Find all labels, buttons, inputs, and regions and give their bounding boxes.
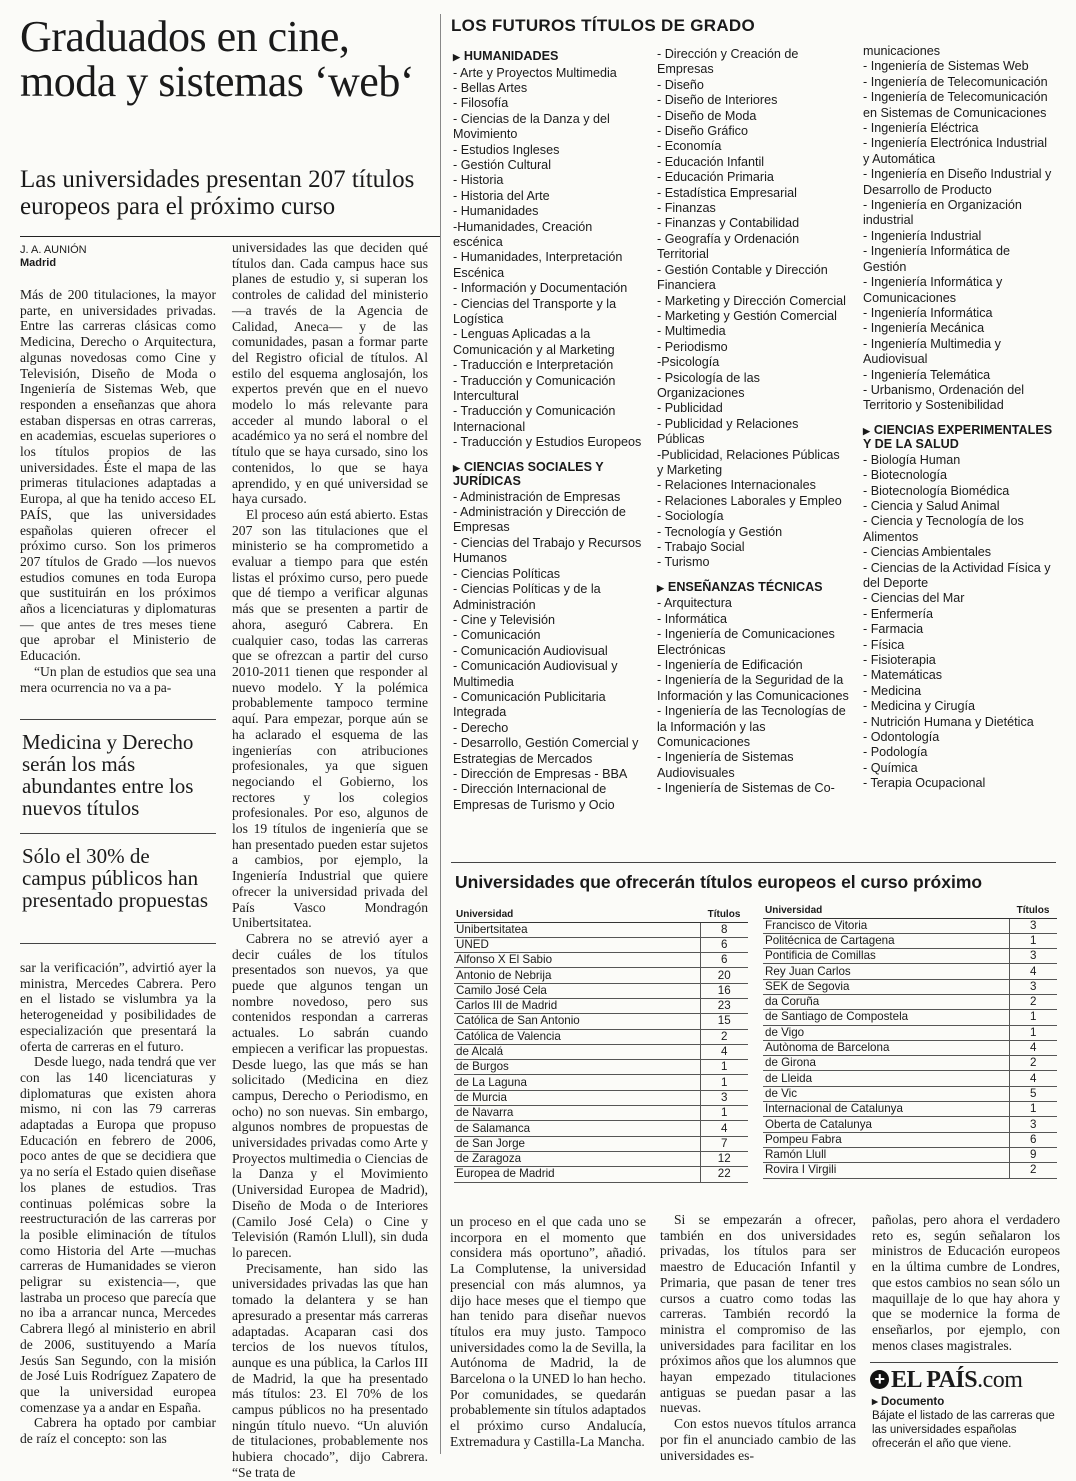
degree-item: - Economía bbox=[657, 139, 722, 154]
degree-item: - Ciencia y Tecnología de los Alimentos bbox=[863, 514, 1024, 544]
elpais-logo[interactable] bbox=[870, 1367, 1022, 1394]
category-heading bbox=[863, 424, 1056, 452]
paragraph: pañolas, pero ahora el verdadero reto es, según señalaron los ministros de Educación europeos en la última cumbre de Londres, que estos cambios no sean sólo un maquillaje de lo que hay ahora y que se modernice la forma de enseñarlos, por ejemplo, con menos clases magistrales. bbox=[872, 1212, 1060, 1353]
university-name: Católica de San Antonio bbox=[454, 1014, 700, 1029]
university-name: UNED bbox=[454, 937, 700, 952]
university-name: Alfonso X El Sabio bbox=[454, 953, 700, 968]
degree-item: - Ingeniería Informática bbox=[863, 305, 993, 320]
table-row bbox=[763, 994, 1057, 1009]
titles-count: 6 bbox=[700, 937, 748, 952]
university-name: de Vic bbox=[763, 1086, 1009, 1101]
paragraph: Cabrera no se atrevió ayer a decir cuáles de los títulos presentados son nuevos, ya que puede que algunos tengan un nombre novedoso, pero sus contenidos respondan a carreras actuales. Lo sabrán cuando empiecen a verificar las propuestas. Desde luego, las que más se han solicitado (Medicina en diez campus, Derecho o Periodismo, en ocho) no son nuevas. Sin embargo, algunos nombres de propuestas de universidades privadas como Arte y Proyectos multimedia o Ciencias de la Danza y el Movimiento (Universidad Europea de Madrid), Diseño de Moda o de Interiores (Camilo José Cela) o Cine y Televisión (Ramón Llull), sin duda lo parecen. bbox=[232, 930, 428, 1260]
titles-count: 1 bbox=[1009, 1102, 1057, 1117]
article-column-1-continued bbox=[20, 960, 216, 1447]
titles-count: 1 bbox=[1009, 1025, 1057, 1040]
university-name: Europea de Madrid bbox=[454, 1167, 700, 1182]
degree-item: - Comunicación bbox=[453, 628, 541, 643]
paragraph: Con estos nuevos títulos arranca por fin el anunciado cambio de las universidades es- bbox=[660, 1416, 856, 1463]
degree-item: - Ingeniería de Sistemas Audiovisuales bbox=[657, 750, 794, 780]
university-name: da Coruña bbox=[763, 994, 1009, 1009]
degree-item: - Urbanismo, Ordenación del Territorio y Sostenibilidad bbox=[863, 382, 1024, 413]
degree-item: - Ciencias del Trabajo y Recursos Humanos bbox=[453, 535, 642, 566]
degree-item: -Humanidades, Creación escénica bbox=[453, 219, 593, 249]
university-name: Autònoma de Barcelona bbox=[763, 1040, 1009, 1055]
paragraph: “Un plan de estudios que sea una mera ocurrencia no va a pa- bbox=[20, 663, 216, 695]
paragraph: universidades las que deciden qué títulos dan. Cada campus hace sus planes de estudio y, si superan los controles de calidad del ministerio —a través de la Agencia de Calidad, Aneca— y de las comunidades, pasan a formar parte del Registro oficial de títulos. Al estilo del esquema anglosajón, los expertos prevén que en el nuevo modelo lo más relevante para acceder al mundo laboral o el académico ya no será el nombre del título que se haya cursado, sino los contenidos, lo que se haya aprendido, y en qué universidad se haya cursado. bbox=[232, 240, 428, 507]
degree-item: - Comunicación Audiovisual y Multimedia bbox=[453, 659, 618, 689]
subheadline: Las universidades presentan 207 títulos europeos para el próximo curso bbox=[20, 166, 415, 220]
titles-count: 2 bbox=[1009, 1056, 1057, 1071]
degree-item: - Traducción y Comunicación Internacional bbox=[453, 404, 616, 434]
university-name: Pontificia de Comillas bbox=[763, 949, 1009, 964]
degree-item: - Ciencias de la Actividad Física y del Deporte bbox=[863, 560, 1051, 590]
titles-count: 2 bbox=[1009, 1163, 1057, 1178]
degree-item: - Información y Documentación bbox=[453, 281, 628, 296]
paragraph: El proceso aún está abierto. Estas 207 son las titulaciones que el ministerio se ha comprometido a evaluar a tiempo para que estén listas el próximo curso, pero puede que dé tiempo a verificar algunas más que se presenten a partir de ahora, aseguró Cabrera. En cualquier caso, todas las carreras que se ofrezcan a partir del curso 2010-2011 tienen que responder al nuevo modelo. Y la polémica probablemente tampoco termine aquí. Para empezar, porque aún se ha aclarado el esquema de las ingenierías con atribuciones profesionales, ya que siguen negociando el Gobierno, los rectores y los colegios profesionales. Por eso, algunos de los 19 títulos de ingeniería que se han presentado pueden estar sujetos a cambios, por ejemplo, la Ingeniería Industrial que quiere ofrecer la universidad privada del País Vasco Mondragón Unibertsitatea. bbox=[232, 506, 428, 931]
titles-count: 3 bbox=[1009, 979, 1057, 994]
table-row bbox=[454, 1075, 748, 1090]
university-name: Politécnica de Cartagena bbox=[763, 933, 1009, 948]
paragraph: un proceso en el que cada uno se incorpora en el momento que considera más oportuno”, añadió. La Complutense, la universidad presencial con más alumnos, ya dijo hace meses que el tiempo que han tenido para diseñar nuevos títulos era muy justo. Tampoco universidades como la de Sevilla, la Autónoma de Madrid, la de Barcelona o la UNED lo han hecho. Por comunidades, se quedarán probablemente sin títulos adaptados el próximo curso Andalucía, Extremadura y Castilla-La Mancha. bbox=[450, 1214, 646, 1449]
table-header-row bbox=[454, 908, 748, 922]
degree-item: - Ingeniería Mecánica bbox=[863, 321, 985, 336]
degree-item: - Comunicación Publicitaria Integrada bbox=[453, 689, 606, 720]
headline-rule bbox=[20, 236, 440, 237]
titles-count: 6 bbox=[700, 953, 748, 968]
futuros-list-sociales-tecnicas bbox=[657, 47, 849, 797]
category-label: CIENCIAS SOCIALES Y JURÍDICAS bbox=[453, 459, 604, 489]
university-name: Oberta de Catalunya bbox=[763, 1117, 1009, 1132]
documento-link[interactable]: ▸ Documento bbox=[872, 1396, 945, 1408]
table-row bbox=[454, 922, 748, 937]
table-row bbox=[763, 1025, 1057, 1040]
titles-count: 3 bbox=[1009, 949, 1057, 964]
university-name: de Alcalá bbox=[454, 1044, 700, 1059]
degree-item: - Diseño bbox=[657, 77, 704, 92]
article-column-3 bbox=[450, 1214, 646, 1450]
table-row bbox=[763, 1117, 1057, 1132]
category-heading bbox=[453, 50, 645, 65]
titles-count: 9 bbox=[1009, 1147, 1057, 1162]
degree-item: - Ciencias Ambientales bbox=[863, 545, 992, 560]
table-row bbox=[763, 1040, 1057, 1055]
university-name: de Girona bbox=[763, 1056, 1009, 1071]
degree-item: - Medicina y Cirugía bbox=[863, 699, 975, 714]
table-row bbox=[763, 1163, 1057, 1178]
degree-item: - Gestión Cultural bbox=[453, 157, 551, 172]
pullquote-rule bbox=[20, 719, 216, 720]
titles-count: 4 bbox=[1009, 964, 1057, 979]
titles-count: 4 bbox=[1009, 1040, 1057, 1055]
degree-item: - Publicidad bbox=[657, 401, 723, 416]
degree-item: - Ingeniería de Sistemas Web bbox=[863, 59, 1029, 74]
category-label: CIENCIAS EXPERIMENTALES Y DE LA SALUD bbox=[863, 422, 1053, 452]
table-row bbox=[454, 1014, 748, 1029]
degree-item: - Periodismo bbox=[657, 339, 728, 354]
degree-item: - Multimedia bbox=[657, 324, 726, 339]
article-column-2 bbox=[232, 240, 428, 1481]
university-name: Rey Juan Carlos bbox=[763, 964, 1009, 979]
degree-item: - Historia del Arte bbox=[453, 188, 550, 203]
byline bbox=[20, 244, 87, 270]
article-column-4 bbox=[660, 1212, 856, 1463]
table-row bbox=[763, 979, 1057, 994]
university-name: Ramón Llull bbox=[763, 1147, 1009, 1162]
titles-count: 7 bbox=[700, 1136, 748, 1151]
titles-count: 6 bbox=[1009, 1132, 1057, 1147]
degree-item: - Biotecnología bbox=[863, 468, 948, 483]
degree-item: - Ingeniería de Comunicaciones Electrónicas bbox=[657, 627, 835, 657]
university-name: de Lleida bbox=[763, 1071, 1009, 1086]
degree-item: -Publicidad, Relaciones Públicas y Marketing bbox=[657, 447, 840, 477]
table-row bbox=[454, 1106, 748, 1121]
titles-count: 3 bbox=[1009, 1117, 1057, 1132]
paragraph: Más de 200 titulaciones, la mayor parte, en universidades privadas. Entre las carreras clásicas como Medicina, Derecho o Arquitectura, algunas novedosas como Cine y Televisión, Diseño de Moda o Ingeniería de Sistemas Web, que responden a enseñanzas que ahora estaban dispersas en otras carreras, en academias, escuelas superiores o los títulos propios de las universidades. Éste el mapa de las primeras titulaciones adaptadas a Europa, al que ha tenido acceso EL PAÍS, que las universidades españolas quieren ofrecer el próximo curso. Son los primeros 207 títulos de Grado —los nuevos estudios comunes en toda Europa que sustituirán en los próximos años a licenciaturas y diplomaturas— que antes de tres meses tiene que aprobar el Ministerio de Educación. bbox=[20, 287, 216, 664]
degree-item: - Ciencia y Salud Animal bbox=[863, 498, 1000, 513]
degree-item: - Diseño de Interiores bbox=[657, 93, 778, 108]
degree-item: - Ciencias Políticas bbox=[453, 566, 561, 581]
degree-item: - Traducción y Estudios Europeos bbox=[453, 435, 642, 450]
degree-item: - Comunicación Audiovisual bbox=[453, 643, 608, 658]
titles-count: 1 bbox=[700, 1106, 748, 1121]
titles-count: 4 bbox=[700, 1121, 748, 1136]
triangle-bullet-icon: ▶ bbox=[657, 582, 664, 593]
degree-item: - Lenguas Aplicadas a la Comunicación y al Marketing bbox=[453, 327, 615, 357]
degree-item: - Humanidades bbox=[453, 204, 539, 219]
table-row bbox=[454, 1151, 748, 1166]
column-header-titulos: Títulos bbox=[1009, 904, 1057, 918]
category-heading bbox=[657, 581, 849, 596]
table-row bbox=[454, 1121, 748, 1136]
degree-item: - Estadística Empresarial bbox=[657, 185, 797, 200]
degree-item: - Fisioterapia bbox=[863, 653, 936, 668]
degree-item: - Psicología de las Organizaciones bbox=[657, 370, 760, 400]
section-rule bbox=[451, 862, 1056, 863]
paragraph: Precisamente, han sido las universidades privadas las que han tomado la delantera y se han apresurado a presentar más carreras adaptadas. Acaparan casi dos tercios de los nuevos títulos, aunque es una pública, la Carlos III de Madrid, la que ha presentado más títulos: 23. El 70% de los campus públicos no ha presentado ningún título nuevo. “Un aluvión de titulaciones, probablemente nos hubiera chocado”, dijo Cabrera. “Se trata de bbox=[232, 1260, 428, 1480]
degree-item: - Sociología bbox=[657, 509, 724, 524]
degree-item: - Traducción e Interpretación bbox=[453, 358, 614, 373]
degree-item: - Enfermería bbox=[863, 606, 933, 621]
university-name: Francisco de Vitoria bbox=[763, 918, 1009, 933]
university-name: Antonio de Nebrija bbox=[454, 968, 700, 983]
paragraph: Desde luego, nada tendrá que ver con las 140 licenciaturas y diplomaturas que existen ahora mismo, ni con las 79 carreras adaptadas a Europa que propuso Educación en febrero de 2006, poco antes de que se decidiera que ya no sería el Estado quien diseñase los planes de estudios. Tras continuas polémicas sobre la reestructuración de las carreras por la posible eliminación de títulos como Historia del Arte —muchas carreras de Humanidades se vieron peligrar su existencia—, que lastraba un proceso que parecía que no iba a arrancar nunca, Mercedes Cabrera llegó al ministerio en abril de 2006, sustituyendo a María Jesús San Segundo, con la misión de José Luis Rodríguez Zapatero de que la universidad europea comenzase ya a andar en España. bbox=[20, 1054, 216, 1415]
titles-count: 4 bbox=[1009, 1071, 1057, 1086]
degree-item: - Diseño Gráfico bbox=[657, 124, 748, 139]
table-row bbox=[763, 918, 1057, 933]
table-row bbox=[454, 983, 748, 998]
degree-item: - Geografía y Ordenación Territorial bbox=[657, 231, 800, 262]
table-row bbox=[454, 1060, 748, 1075]
logo-name: EL PAÍS bbox=[891, 1367, 978, 1393]
degree-item: - Informática bbox=[657, 611, 727, 626]
degree-item: - Marketing y Dirección Comercial bbox=[657, 293, 846, 308]
table-row bbox=[454, 1136, 748, 1151]
degree-item: - Ingeniería de la Seguridad de la Información y las Comunicaciones bbox=[657, 673, 849, 703]
column-header-titulos: Títulos bbox=[700, 908, 748, 922]
table-row bbox=[763, 1102, 1057, 1117]
titles-count: 22 bbox=[700, 1167, 748, 1182]
degree-item: - Ciencias del Transporte y la Logística bbox=[453, 296, 617, 326]
degree-item: - Dirección Internacional de Empresas de Turismo y Ocio bbox=[453, 782, 615, 812]
column-header-universidad: Universidad bbox=[763, 904, 1009, 918]
degree-item: - Medicina bbox=[863, 683, 922, 698]
category-heading bbox=[453, 461, 645, 489]
titles-count: 2 bbox=[1009, 994, 1057, 1009]
logo-rule bbox=[870, 1362, 1058, 1363]
table-header-row bbox=[763, 904, 1057, 918]
degree-item: - Biotecnología Biomédica bbox=[863, 483, 1010, 498]
futuros-list-tecnicas-salud bbox=[863, 44, 1056, 792]
paragraph: Cabrera ha optado por cambiar de raíz el concepto: son las bbox=[20, 1415, 216, 1447]
university-name: Rovira I Virgili bbox=[763, 1163, 1009, 1178]
degree-item: - Historia bbox=[453, 173, 504, 188]
plus-icon: + bbox=[870, 1370, 889, 1389]
degree-item: - Relaciones Laborales y Empleo bbox=[657, 493, 842, 508]
degree-item: - Administración y Dirección de Empresas bbox=[453, 505, 626, 535]
degree-item: - Nutrición Humana y Dietética bbox=[863, 714, 1034, 729]
degree-item: - Ingeniería de las Tecnologías de la Información y las Comunicaciones bbox=[657, 704, 846, 749]
degree-item: - Diseño de Moda bbox=[657, 108, 757, 123]
degree-item: - Publicidad y Relaciones Públicas bbox=[657, 416, 799, 447]
article-column-1 bbox=[20, 287, 216, 695]
degree-item: - Filosofía bbox=[453, 96, 509, 111]
table-row bbox=[454, 937, 748, 952]
degree-item: - Arquitectura bbox=[657, 596, 732, 611]
titles-count: 2 bbox=[700, 1029, 748, 1044]
university-name: Pompeu Fabra bbox=[763, 1132, 1009, 1147]
logo-tld: .com bbox=[977, 1367, 1023, 1393]
degree-item: - Ingeniería de Telecomunicación en Sistemas de Comunicaciones bbox=[863, 90, 1048, 120]
paragraph: Si se empezarán a ofrecer, también en dos universidades privadas, los títulos para ser maestro de Educación Infantil y Primaria, que pasan de tener tres cursos a cuatro como todas las carreras. También recordó la ministra el compromiso de las universidades para facilitar en los próximos años que los alumnos que hayan empezado titulaciones antiguas se puedan pasar a las nuevas. bbox=[660, 1212, 856, 1416]
university-name: Carlos III de Madrid bbox=[454, 998, 700, 1013]
degree-item: - Terapia Ocupacional bbox=[863, 776, 986, 791]
table-row bbox=[454, 1029, 748, 1044]
titles-count: 1 bbox=[700, 1060, 748, 1075]
university-name: de La Laguna bbox=[454, 1075, 700, 1090]
degree-item: - Química bbox=[863, 760, 918, 775]
degree-item: - Traducción y Comunicación Intercultural bbox=[453, 373, 616, 404]
degree-item: - Podología bbox=[863, 745, 928, 760]
degree-item: - Matemáticas bbox=[863, 668, 943, 683]
university-name: Internacional de Catalunya bbox=[763, 1102, 1009, 1117]
futuros-title: LOS FUTUROS TÍTULOS DE GRADO bbox=[451, 16, 756, 35]
table-row bbox=[763, 933, 1057, 948]
column-header-universidad: Universidad bbox=[454, 908, 700, 922]
table-row bbox=[454, 1044, 748, 1059]
table-row bbox=[763, 964, 1057, 979]
degree-item: - Marketing y Gestión Comercial bbox=[657, 308, 837, 323]
degree-item: - Desarrollo, Gestión Comercial y Estrategias de Mercados bbox=[453, 736, 639, 766]
headline: Graduados en cine, moda y sistemas ‘web‘ bbox=[20, 12, 414, 106]
table-row bbox=[763, 949, 1057, 964]
degree-item: - Gestión Contable y Dirección Financiera bbox=[657, 262, 828, 293]
triangle-bullet-icon: ▶ bbox=[453, 462, 460, 473]
table-row bbox=[763, 1010, 1057, 1025]
degree-item: - Ingeniería Telemática bbox=[863, 367, 991, 382]
table-row bbox=[763, 1056, 1057, 1071]
degree-item: - Finanzas bbox=[657, 201, 716, 216]
degree-item: - Finanzas y Contabilidad bbox=[657, 216, 800, 231]
degree-item: - Ingeniería en Organización industrial bbox=[863, 198, 1022, 228]
degree-item: - Odontología bbox=[863, 730, 940, 745]
titles-count: 3 bbox=[700, 1090, 748, 1105]
titles-count: 4 bbox=[700, 1044, 748, 1059]
table-row bbox=[454, 1090, 748, 1105]
university-name: Unibertsitatea bbox=[454, 922, 700, 937]
byline-place: Madrid bbox=[20, 257, 57, 269]
byline-author: J. A. AUNIÓN bbox=[20, 244, 87, 256]
degree-item: - Educación Infantil bbox=[657, 154, 765, 169]
degree-item: - Derecho bbox=[453, 720, 509, 735]
titles-count: 3 bbox=[1009, 918, 1057, 933]
university-name: de Santiago de Compostela bbox=[763, 1010, 1009, 1025]
degree-item: - Cine y Televisión bbox=[453, 612, 555, 627]
titles-count: 20 bbox=[700, 968, 748, 983]
category-label: ENSEÑANZAS TÉCNICAS bbox=[667, 579, 823, 594]
table-row bbox=[763, 1147, 1057, 1162]
university-name: de Vigo bbox=[763, 1025, 1009, 1040]
degree-item: - Ingeniería Informática de Gestión bbox=[863, 244, 1011, 274]
table-row bbox=[763, 1086, 1057, 1101]
table-row bbox=[454, 968, 748, 983]
university-name: SEK de Segovia bbox=[763, 979, 1009, 994]
university-name: de Navarra bbox=[454, 1106, 700, 1121]
degree-item: - Ingeniería Multimedia y Audiovisual bbox=[863, 336, 1001, 367]
pullquote-rule bbox=[20, 943, 216, 944]
degree-item: - Ciencias del Mar bbox=[863, 591, 965, 606]
pullquote-rule bbox=[20, 833, 216, 834]
degree-item: - Farmacia bbox=[863, 622, 924, 637]
degree-item: - Turismo bbox=[657, 555, 710, 570]
titles-count: 16 bbox=[700, 983, 748, 998]
universities-table-left bbox=[454, 908, 748, 1183]
degree-item: - Ciencias de la Danza y del Movimiento bbox=[453, 111, 610, 142]
table-row bbox=[454, 998, 748, 1013]
titles-count: 15 bbox=[700, 1014, 748, 1029]
degree-item: - Ingeniería de Edificación bbox=[657, 657, 803, 672]
degree-item: - Ingeniería en Diseño Industrial y Desarrollo de Producto bbox=[863, 167, 1052, 197]
degree-item: municaciones bbox=[863, 44, 941, 58]
degree-item: - Dirección y Creación de Empresas bbox=[657, 47, 799, 77]
titles-count: 1 bbox=[1009, 933, 1057, 948]
table-row bbox=[454, 953, 748, 968]
university-name: de Salamanca bbox=[454, 1121, 700, 1136]
degree-item: - Educación Primaria bbox=[657, 170, 774, 185]
university-name: Católica de Valencia bbox=[454, 1029, 700, 1044]
pullquote-2: Sólo el 30% de campus públicos han presentado propuestas bbox=[22, 844, 209, 912]
triangle-bullet-icon: ▶ bbox=[863, 425, 870, 436]
documento-text: Bájate el listado de las carreras que las universidades españolas ofrecerán el año que viene. bbox=[872, 1410, 1055, 1450]
table-row bbox=[454, 1167, 748, 1182]
degree-item: - Ingeniería Informática y Comunicaciones bbox=[863, 275, 1003, 305]
titles-count: 1 bbox=[700, 1075, 748, 1090]
triangle-bullet-icon: ▶ bbox=[453, 52, 460, 62]
degree-item: - Humanidades, Interpretación Escénica bbox=[453, 250, 623, 280]
universities-table-right bbox=[763, 904, 1057, 1179]
titles-count: 8 bbox=[700, 922, 748, 937]
degree-item: - Ingeniería Industrial bbox=[863, 228, 982, 243]
degree-item: - Dirección de Empresas - BBA bbox=[453, 766, 628, 781]
university-name: de Murcia bbox=[454, 1090, 700, 1105]
category-label: HUMANIDADES bbox=[463, 49, 559, 63]
titles-count: 1 bbox=[1009, 1010, 1057, 1025]
pullquote-1: Medicina y Derecho serán los más abundantes entre los nuevos títulos bbox=[22, 730, 194, 820]
degree-item: - Bellas Artes bbox=[453, 80, 528, 95]
degree-item: - Ciencias Políticas y de la Administración bbox=[453, 582, 601, 612]
degree-item: - Estudios Ingleses bbox=[453, 142, 560, 157]
titles-count: 12 bbox=[700, 1151, 748, 1166]
degree-item: - Ingeniería de Sistemas de Co- bbox=[657, 781, 835, 796]
table-row bbox=[763, 1071, 1057, 1086]
university-name: de Zaragoza bbox=[454, 1151, 700, 1166]
degree-item: - Relaciones Internacionales bbox=[657, 478, 816, 493]
degree-item: - Trabajo Social bbox=[657, 540, 745, 554]
university-name: Camilo José Cela bbox=[454, 983, 700, 998]
table-row bbox=[763, 1132, 1057, 1147]
degree-item: - Ingeniería Eléctrica bbox=[863, 121, 979, 136]
futuros-list-humanidades-sociales bbox=[453, 50, 645, 813]
article-column-5 bbox=[872, 1212, 1060, 1353]
degree-item: -Psicología bbox=[657, 355, 720, 370]
degree-item: - Tecnología y Gestión bbox=[657, 524, 783, 539]
column-divider bbox=[440, 14, 441, 1454]
university-name: de Burgos bbox=[454, 1060, 700, 1075]
degree-item: - Biología Human bbox=[863, 452, 961, 467]
titles-count: 5 bbox=[1009, 1086, 1057, 1101]
table-title: Universidades que ofrecerán títulos europeos el curso próximo bbox=[455, 872, 983, 892]
paragraph: sar la verificación”, advirtió ayer la ministra, Mercedes Cabrera. Pero en el listado se vislumbra ya la heterogeneidad y posibilidades de especialización que presentará la oferta de carreras en el futuro. bbox=[20, 960, 216, 1054]
titles-count: 23 bbox=[700, 998, 748, 1013]
degree-item: - Física bbox=[863, 637, 905, 652]
degree-item: - Ingeniería Electrónica Industrial y Automática bbox=[863, 136, 1048, 166]
university-name: de San Jorge bbox=[454, 1136, 700, 1151]
degree-item: - Ingeniería de Telecomunicación bbox=[863, 74, 1048, 89]
degree-item: - Arte y Proyectos Multimedia bbox=[453, 65, 617, 80]
degree-item: - Administración de Empresas bbox=[453, 489, 621, 504]
